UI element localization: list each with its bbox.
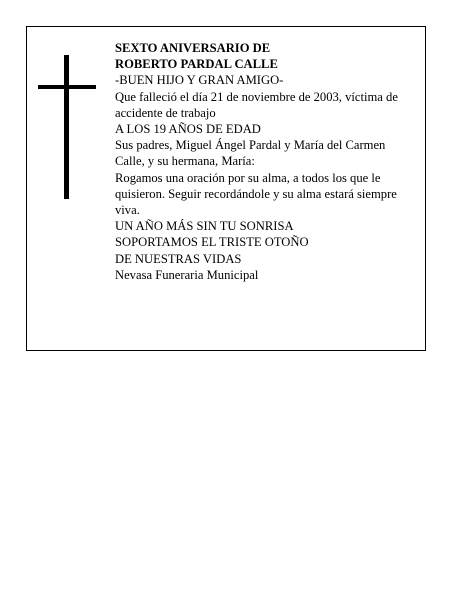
obituary-notice bbox=[26, 26, 426, 351]
verse-line-3: DE NUESTRAS VIDAS bbox=[115, 251, 242, 266]
family-line-1: Sus padres, Miguel Ángel Pardal y María del Carmen bbox=[115, 138, 386, 153]
age-line: A LOS 19 AÑOS DE EDAD bbox=[115, 122, 261, 137]
prayer-line-3: viva. bbox=[115, 203, 140, 218]
verse-line-1: UN AÑO MÁS SIN TU SONRISA bbox=[115, 219, 294, 234]
heading-line-1: SEXTO ANIVERSARIO DE bbox=[115, 41, 271, 55]
death-line-2: accidente de trabajo bbox=[115, 105, 216, 120]
cross-vertical-bar bbox=[64, 55, 69, 199]
funeral-home: Nevasa Funeraria Municipal bbox=[115, 267, 259, 282]
notice-text bbox=[115, 40, 423, 283]
prayer-line-2: quisieron. Seguir recordándole y su alma estará siempre bbox=[115, 186, 397, 201]
heading-line-2: ROBERTO PARDAL CALLE bbox=[115, 57, 278, 72]
family-line-2: Calle, y su hermana, María: bbox=[115, 154, 255, 169]
death-line-1: Que falleció el día 21 de noviembre de 2003, víctima de bbox=[115, 89, 398, 104]
epithet: -BUEN HIJO Y GRAN AMIGO- bbox=[115, 73, 284, 88]
prayer-line-1: Rogamos una oración por su alma, a todos los que le bbox=[115, 170, 381, 185]
verse-line-2: SOPORTAMOS EL TRISTE OTOÑO bbox=[115, 235, 309, 250]
cross-horizontal-bar bbox=[38, 85, 96, 89]
